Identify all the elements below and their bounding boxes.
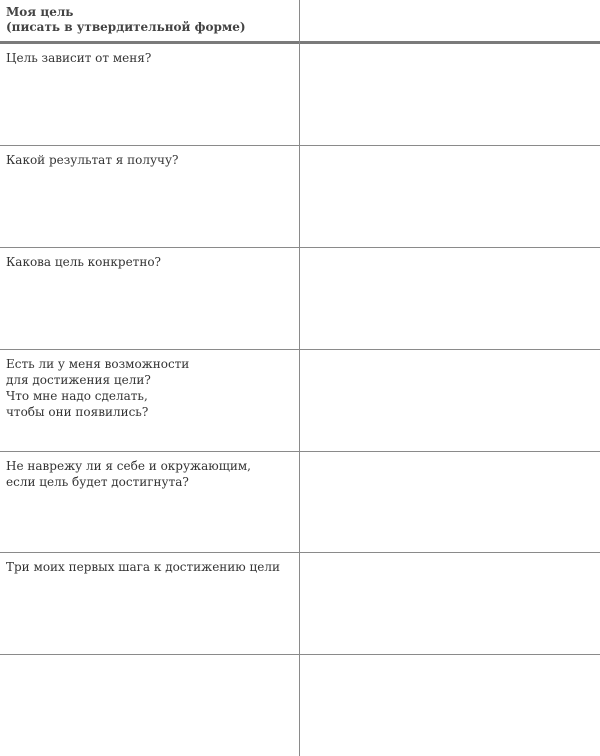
table-row-specific <box>0 248 600 350</box>
column-divider <box>299 0 300 756</box>
header-title <box>6 5 246 35</box>
table-row-first-steps <box>0 553 600 655</box>
question-line: если цель будет достигнута? <box>6 475 189 489</box>
question-line: Три моих первых шага к достижению цели <box>6 560 280 574</box>
answer-cell[interactable] <box>300 248 600 349</box>
question-line: Какой результат я получу? <box>6 153 179 167</box>
goal-answer-cell[interactable] <box>300 0 600 41</box>
table-row-depends-on-me <box>0 44 600 146</box>
question-label <box>6 458 294 490</box>
question-line: Не наврежу ли я себе и окружающим, <box>6 459 251 473</box>
question-line: Что мне надо сделать, <box>6 389 148 403</box>
answer-cell[interactable] <box>300 553 600 654</box>
answer-cell[interactable] <box>300 655 600 756</box>
question-line: Есть ли у меня возможности <box>6 357 190 371</box>
table-row-no-harm <box>0 452 600 553</box>
table-row-result <box>0 146 600 248</box>
question-label <box>6 356 294 420</box>
header-title-line-2: (писать в утвердительной форме) <box>6 20 246 34</box>
answer-cell[interactable] <box>300 44 600 145</box>
blank-cell[interactable] <box>0 655 299 756</box>
table-row-possibilities <box>0 350 600 452</box>
question-label <box>6 50 294 66</box>
question-line: для достижения цели? <box>6 373 151 387</box>
worksheet-header <box>0 0 600 44</box>
answer-cell[interactable] <box>300 350 600 451</box>
question-line: Цель зависит от меня? <box>6 51 152 65</box>
question-line: чтобы они появились? <box>6 405 149 419</box>
table-row-empty <box>0 655 600 756</box>
question-label <box>6 559 294 575</box>
answer-cell[interactable] <box>300 452 600 552</box>
question-label <box>6 152 294 168</box>
question-label <box>6 254 294 270</box>
answer-cell[interactable] <box>300 146 600 247</box>
header-title-line-1: Моя цель <box>6 5 74 19</box>
question-line: Какова цель конкретно? <box>6 255 161 269</box>
